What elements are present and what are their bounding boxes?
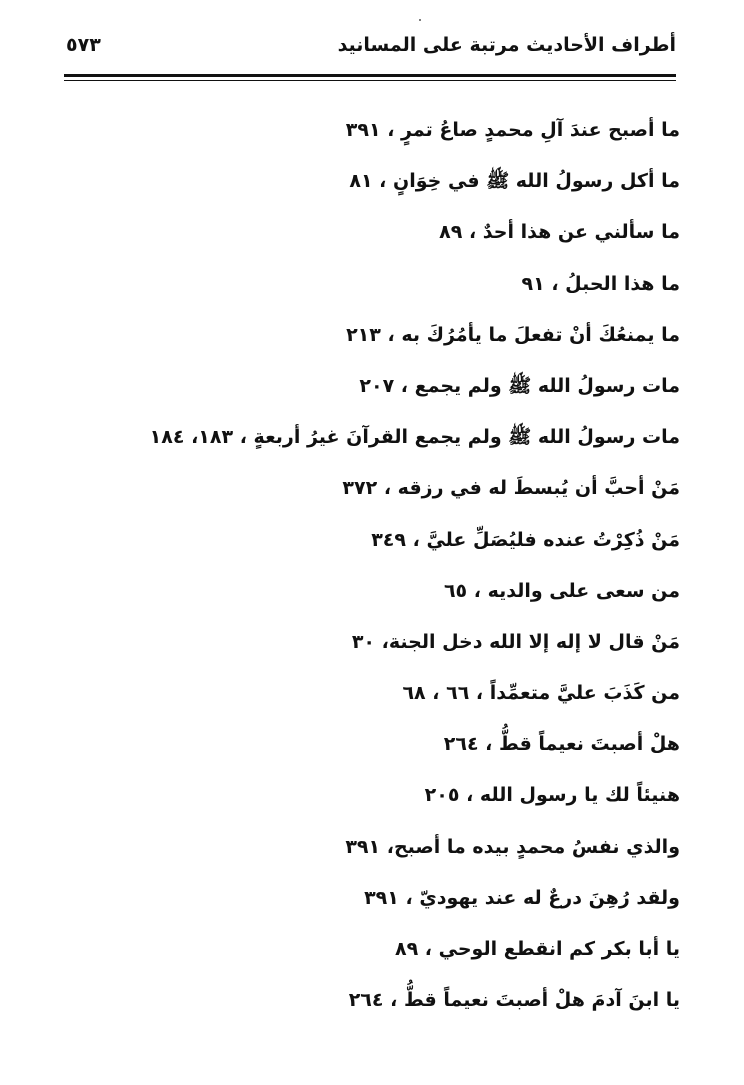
page-header [64,28,676,68]
index-entry: مَنْ أحبَّ أن يُبسطَ له في رزقه ، ٣٧٢ [342,477,680,500]
index-entry: من سعى على والديه ، ٦٥ [443,579,680,602]
header-rule-thick [64,74,676,77]
index-entry: هنيئاً لك يا رسول الله ، ٢٠٥ [424,784,680,807]
index-entry: ما أصبح عندَ آلِ محمدٍ صاعُ تمرٍ ، ٣٩١ [345,119,680,141]
index-entry: هلْ أصبتَ نعيماً قطُّ ، ٢٦٤ [443,733,680,756]
header-rule-thin [64,80,676,81]
index-entry: مَنْ ذُكِرْتُ عنده فليُصَلِّ عليَّ ، ٣٤٩ [371,528,680,551]
index-entry: ما سألني عن هذا أحدٌ ، ٨٩ [439,221,680,244]
index-entry: ما يمنعُكَ أنْ تفعلَ ما يأمُرُكَ به ، ٢١٣ [346,323,680,346]
scan-speck [419,19,421,21]
index-entry: والذي نفسُ محمدٍ بيده ما أصبح، ٣٩١ [345,835,680,858]
index-entry: ما أكل رسولُ الله ﷺ في خِوَانٍ ، ٨١ [349,170,680,193]
index-entry: ما هذا الحبلُ ، ٩١ [521,272,680,295]
index-entry: يا ابنَ آدمَ هلْ أصبتَ نعيماً قطُّ ، ٢٦٤ [348,989,680,1012]
running-title: أطراف الأحاديث مرتبة على المسانيد [337,34,676,56]
index-entry: يا أبا بكر كم انقطع الوحي ، ٨٩ [394,938,680,960]
index-entry: مات رسولُ الله ﷺ ولم يجمع القرآنَ غيرُ أربعةٍ ، ١٨٣، ١٨٤ [149,426,680,449]
index-entry: مات رسولُ الله ﷺ ولم يجمع ، ٢٠٧ [359,374,680,397]
index-entry: من كَذَبَ عليَّ متعمِّداً ، ٦٦ ، ٦٨ [402,682,680,705]
index-entry: مَنْ قال لا إله إلا الله دخل الجنة، ٣٠ [351,630,680,653]
index-entry: ولقد رُهِنَ درعٌ له عند يهوديّ ، ٣٩١ [364,886,680,909]
hadith-index-list [120,110,680,1031]
page-number: ٥٧٣ [66,34,101,56]
